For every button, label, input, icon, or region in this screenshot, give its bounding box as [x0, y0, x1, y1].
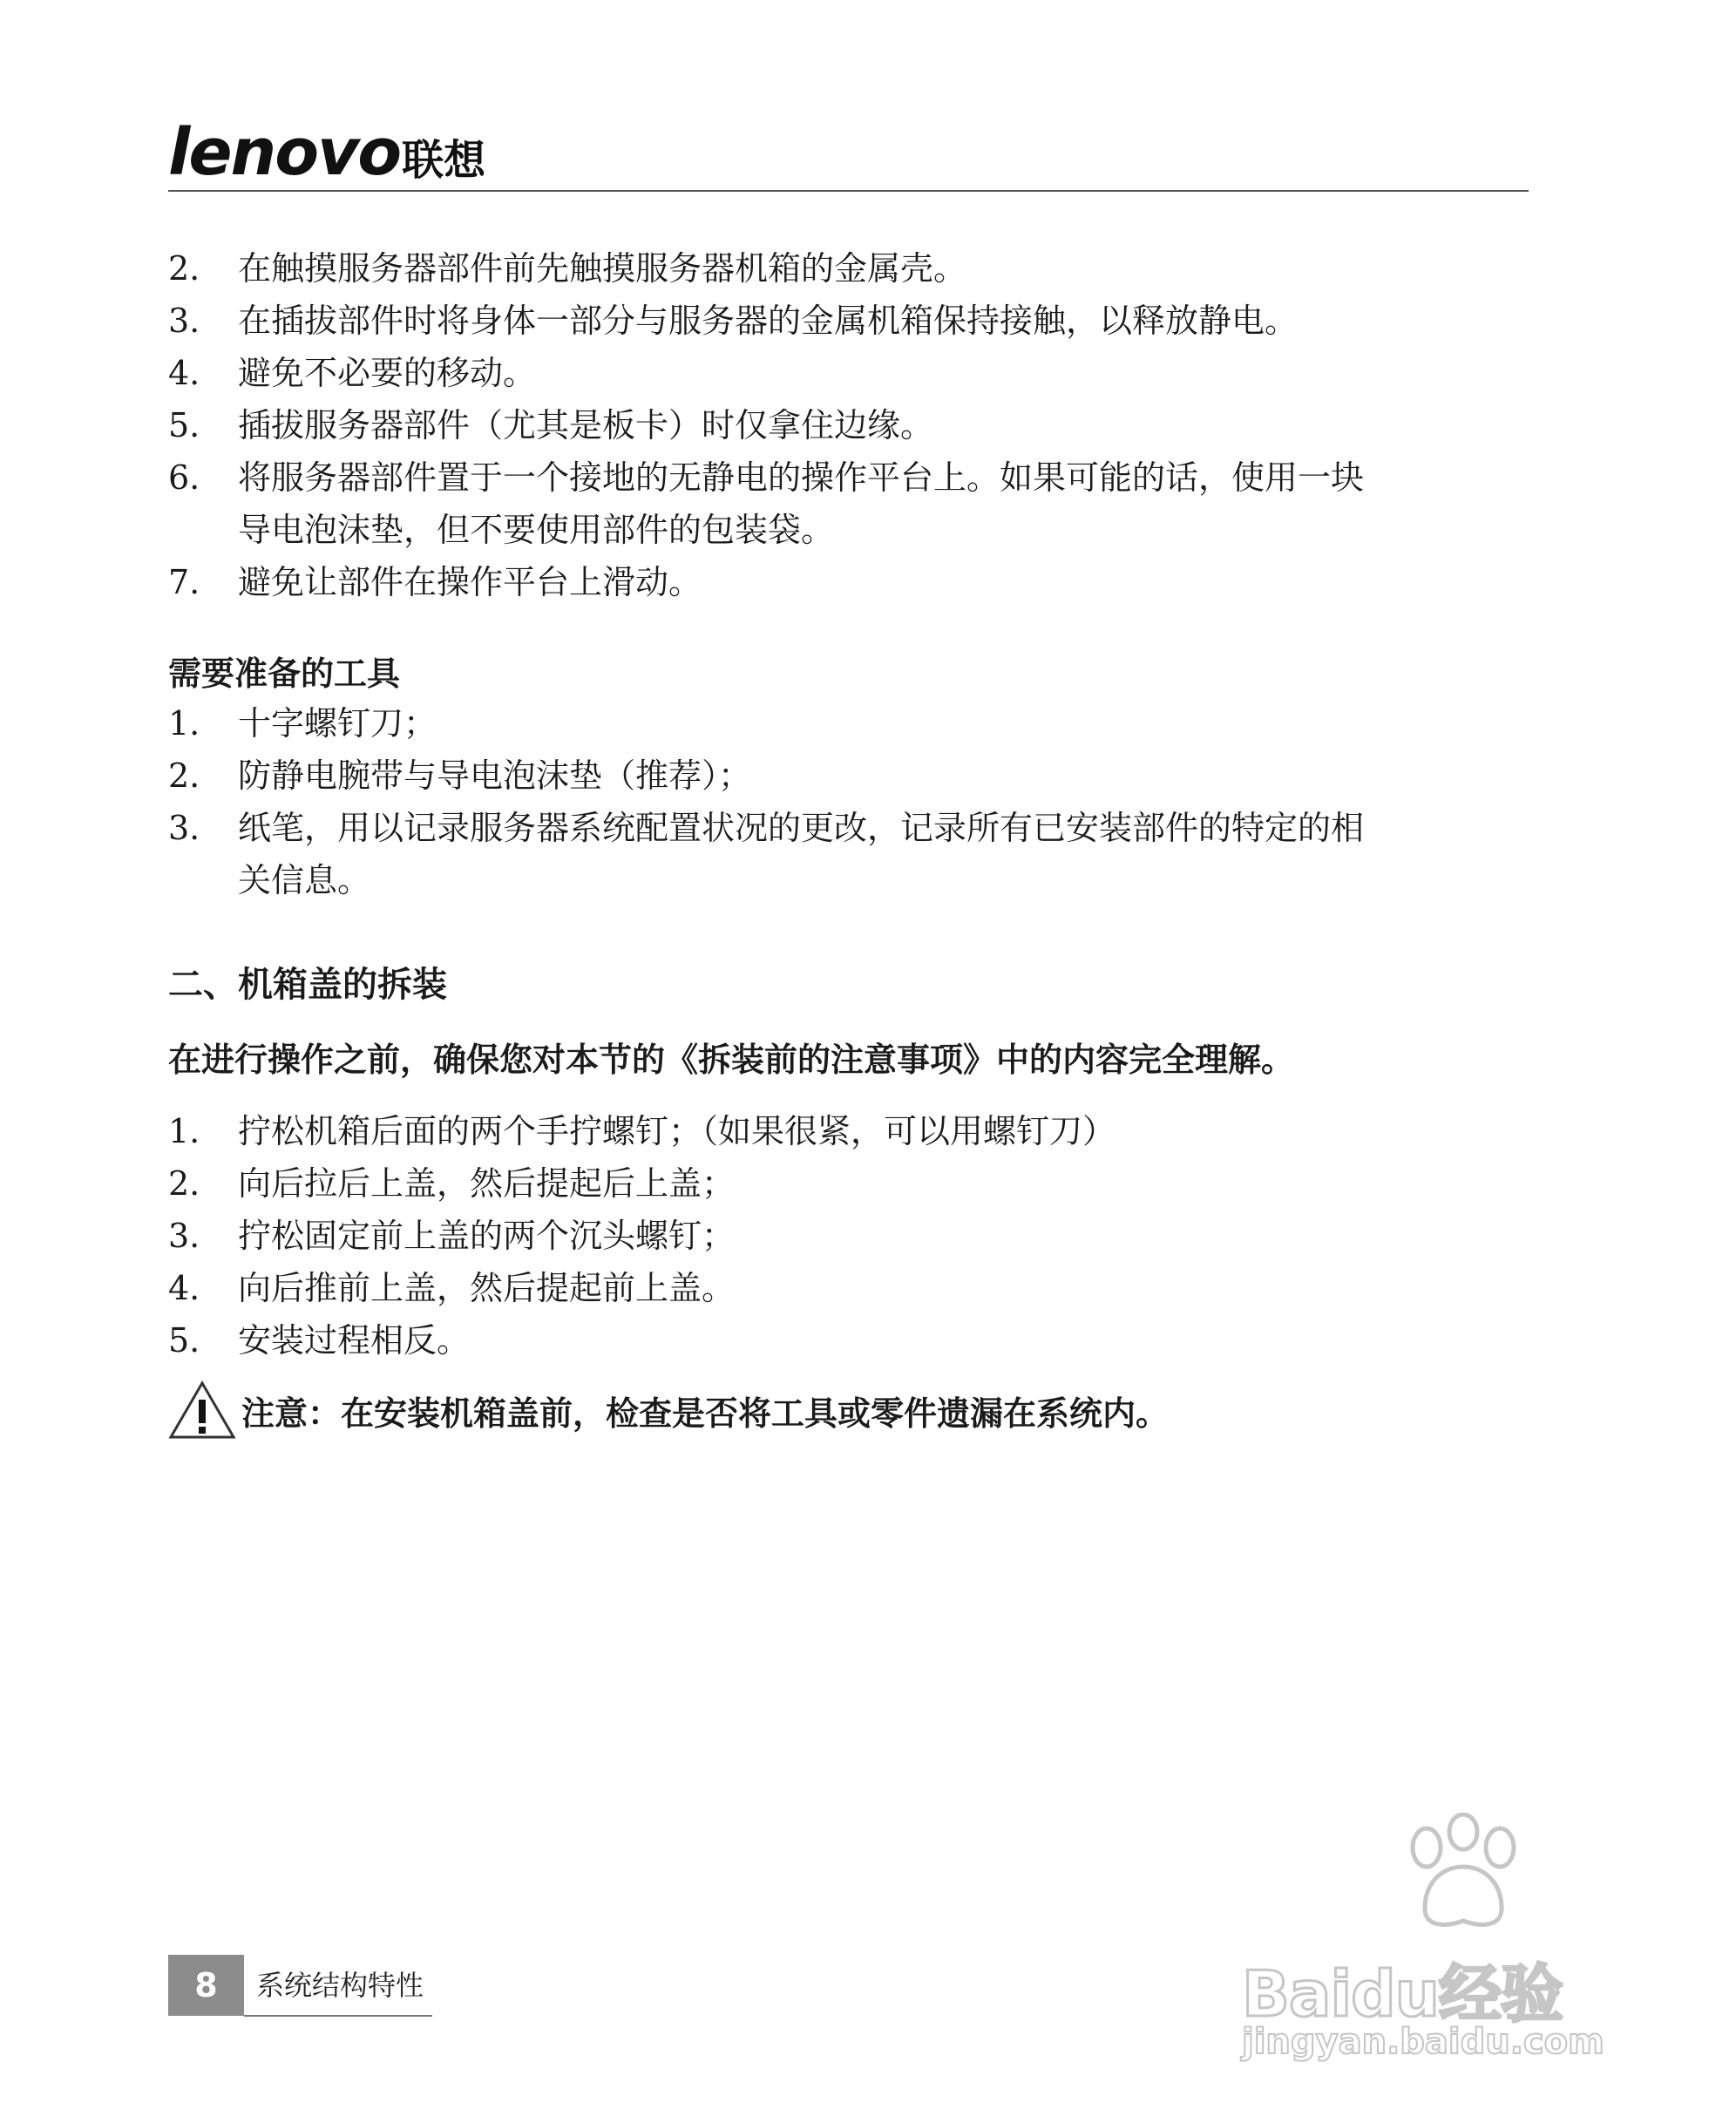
list-number: 3. — [168, 302, 200, 340]
warning-note — [168, 1379, 1169, 1441]
list-number: 2. — [168, 756, 200, 795]
step-number: 5. — [168, 1321, 200, 1360]
watermark-brand: Baidu经验 — [1242, 1957, 1563, 2031]
list-number: 7. — [168, 563, 200, 601]
step-text: 拧松固定前上盖的两个沉头螺钉； — [238, 1217, 736, 1255]
step-text: 安装过程相反。 — [238, 1321, 471, 1360]
warning-triangle-icon — [168, 1380, 236, 1440]
list-text: 纸笔，用以记录服务器系统配置状况的更改，记录所有已安装部件的特定的相 — [238, 809, 1365, 847]
paw-icon — [1390, 1813, 1538, 1935]
step-number: 2. — [168, 1164, 200, 1203]
logo-text-en: lenovo — [168, 115, 401, 190]
header-divider — [168, 190, 1529, 192]
list-number: 4. — [168, 354, 200, 392]
section-heading: 二、机箱盖的拆装 — [168, 965, 447, 1005]
list-text: 在触摸服务器部件前先触摸服务器机箱的金属壳。 — [238, 249, 967, 288]
list-text: 防静电腕带与导电泡沫垫（推荐）； — [238, 756, 752, 795]
chapter-title: 系统结构特性 — [256, 1969, 424, 2002]
warning-text: 注意：在安装机箱盖前，检查是否将工具或零件遗漏在系统内。 — [241, 1394, 1170, 1433]
list-text: 导电泡沫垫，但不要使用部件的包装袋。 — [238, 511, 835, 549]
list-number: 2. — [168, 249, 200, 288]
list-text: 避免不必要的移动。 — [238, 354, 537, 392]
list-number: 5. — [168, 406, 200, 444]
step-text: 向后拉后上盖，然后提起后上盖； — [238, 1164, 736, 1203]
list-text: 关信息。 — [238, 861, 371, 899]
lenovo-logo — [168, 115, 486, 190]
section-note: 在进行操作之前，确保您对本节的《拆装前的注意事项》中的内容完全理解。 — [168, 1041, 1295, 1079]
step-number: 3. — [168, 1217, 200, 1255]
list-text: 避免让部件在操作平台上滑动。 — [238, 563, 702, 601]
list-text: 十字螺钉刀； — [238, 704, 437, 743]
list-text: 插拔服务器部件（尤其是板卡）时仅拿住边缘。 — [238, 406, 934, 444]
logo-text-cn: 联想 — [402, 136, 486, 185]
step-text: 拧松机箱后面的两个手拧螺钉；（如果很紧，可以用螺钉刀） — [238, 1112, 1116, 1150]
list-text: 将服务器部件置于一个接地的无静电的操作平台上。如果可能的话，使用一块 — [238, 458, 1365, 497]
footer-divider — [244, 2015, 432, 2017]
list-number: 1. — [168, 704, 200, 743]
step-number: 4. — [168, 1269, 200, 1307]
baidu-watermark — [1216, 1813, 1651, 2074]
page-number: 8 — [168, 1955, 244, 2016]
step-text: 向后推前上盖，然后提起前上盖。 — [238, 1269, 736, 1307]
tools-heading: 需要准备的工具 — [168, 655, 401, 693]
list-number: 3. — [168, 809, 200, 847]
list-text: 在插拔部件时将身体一部分与服务器的金属机箱保持接触，以释放静电。 — [238, 302, 1299, 340]
list-number: 6. — [168, 458, 200, 497]
watermark-url: jingyan.baidu.com — [1242, 2022, 1604, 2062]
step-number: 1. — [168, 1112, 200, 1150]
